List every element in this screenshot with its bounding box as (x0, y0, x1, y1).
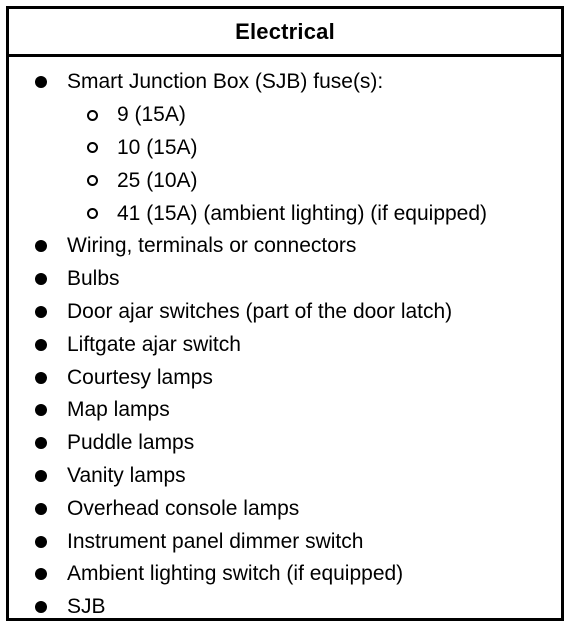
list-item (9, 66, 561, 99)
table-header-title: Electrical (235, 18, 335, 44)
sub-list-item (9, 197, 561, 230)
list-item-text: Map lamps (67, 398, 170, 422)
hollow-bullet-icon (87, 110, 98, 121)
hollow-bullet-icon (87, 208, 98, 219)
sub-list-item-text: 10 (15A) (117, 135, 198, 159)
list-item-text: Smart Junction Box (SJB) fuse(s): (67, 70, 384, 94)
filled-bullet-icon (35, 404, 47, 416)
list-item (9, 263, 561, 296)
list-item-text: Overhead console lamps (67, 496, 300, 520)
list-item (9, 394, 561, 427)
filled-bullet-icon (35, 273, 47, 285)
list-item (9, 460, 561, 493)
list-item (9, 525, 561, 558)
sub-list-item-text: 9 (15A) (117, 103, 186, 127)
sub-list-item (9, 164, 561, 197)
hollow-bullet-icon (87, 142, 98, 153)
list-item-text: Liftgate ajar switch (67, 332, 241, 356)
list-item (9, 328, 561, 361)
list-item (9, 427, 561, 460)
list-item (9, 591, 561, 624)
sub-list-item (9, 99, 561, 132)
filled-bullet-icon (35, 503, 47, 515)
filled-bullet-icon (35, 437, 47, 449)
list-item-text: Bulbs (67, 267, 120, 291)
electrical-table (6, 6, 564, 621)
list-item-text: SJB (67, 595, 106, 619)
filled-bullet-icon (35, 372, 47, 384)
table-header (9, 9, 561, 57)
component-list (9, 66, 561, 624)
list-item-text: Courtesy lamps (67, 365, 213, 389)
sub-list-item-text: 25 (10A) (117, 168, 198, 192)
list-item (9, 558, 561, 591)
list-item-text: Puddle lamps (67, 431, 195, 455)
list-item-text: Ambient lighting switch (if equipped) (67, 562, 404, 586)
list-item-text: Door ajar switches (part of the door latch) (67, 299, 453, 323)
sub-list-item-text: 41 (15A) (ambient lighting) (if equipped) (117, 201, 488, 225)
sub-list-item (9, 132, 561, 165)
list-item (9, 361, 561, 394)
filled-bullet-icon (35, 306, 47, 318)
filled-bullet-icon (35, 339, 47, 351)
filled-bullet-icon (35, 536, 47, 548)
filled-bullet-icon (35, 601, 47, 613)
filled-bullet-icon (35, 470, 47, 482)
list-item-text: Vanity lamps (67, 463, 186, 487)
list-item (9, 492, 561, 525)
filled-bullet-icon (35, 240, 47, 252)
list-item (9, 296, 561, 329)
filled-bullet-icon (35, 76, 47, 88)
list-item-text: Wiring, terminals or connectors (67, 234, 357, 258)
hollow-bullet-icon (87, 175, 98, 186)
filled-bullet-icon (35, 568, 47, 580)
list-item (9, 230, 561, 263)
list-item-text: Instrument panel dimmer switch (67, 529, 364, 553)
